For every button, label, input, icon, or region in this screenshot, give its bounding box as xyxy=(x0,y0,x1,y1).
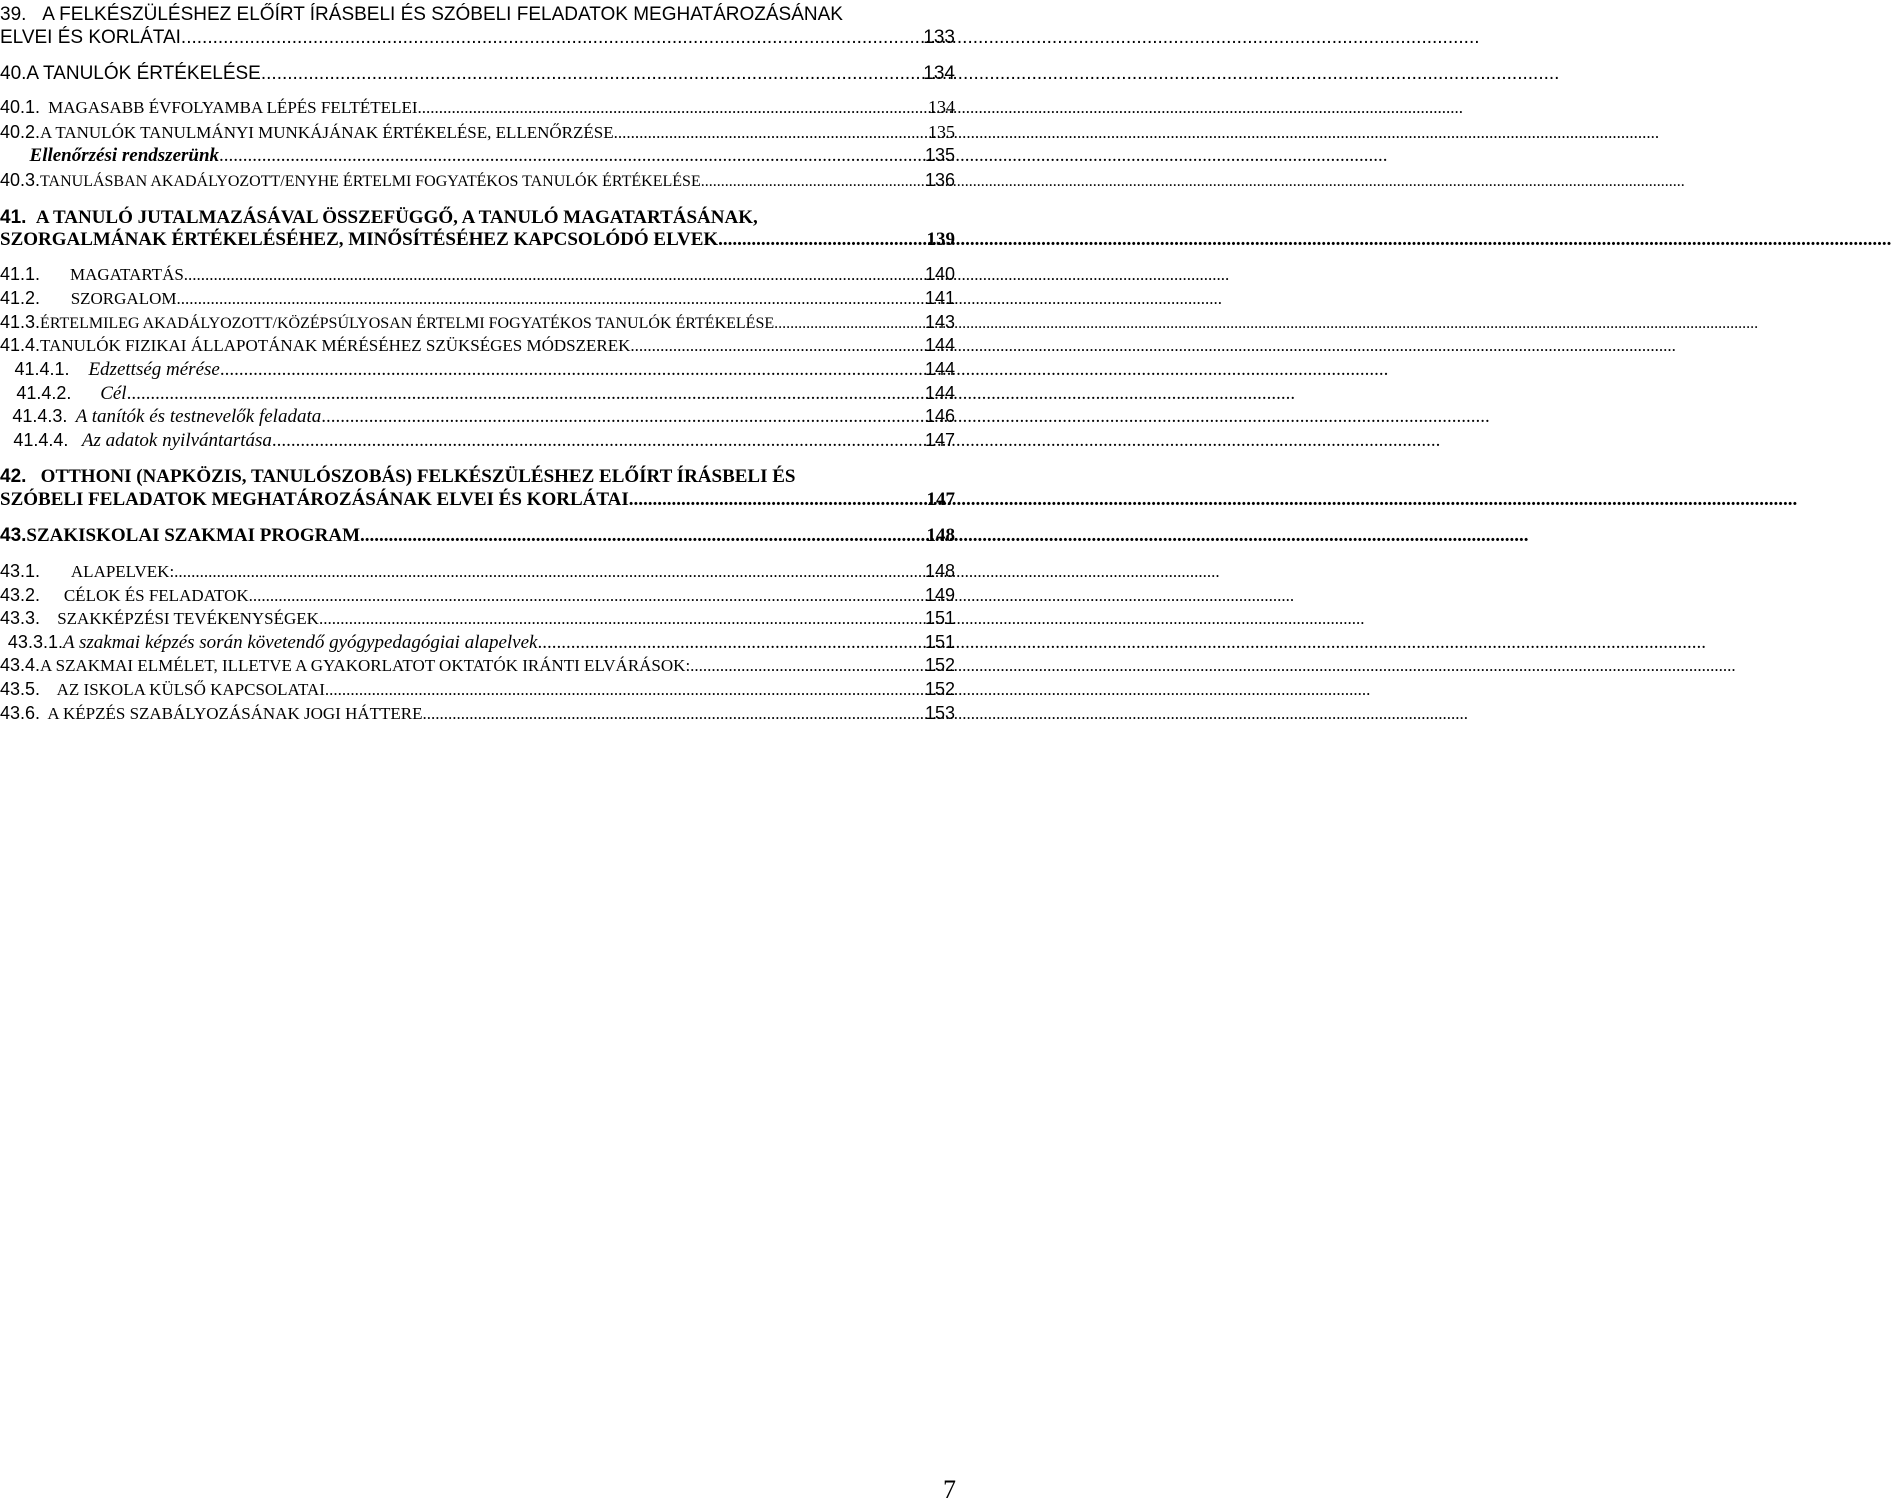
leader-dots xyxy=(319,609,923,629)
toc-entry-title: CÉLOK ÉS FELADATOK xyxy=(63,586,249,605)
toc-entry-43[interactable] xyxy=(0,525,955,547)
toc-entry-42-line1[interactable] xyxy=(0,466,796,488)
toc-page-number: 135 xyxy=(928,122,955,142)
leader-dots xyxy=(261,63,921,85)
leader-dots xyxy=(690,656,923,676)
leader-dots xyxy=(538,632,923,654)
toc-entry-num: 41.3. xyxy=(0,312,41,332)
toc-entry-num: 42. xyxy=(0,466,27,487)
leader-dots xyxy=(127,383,923,405)
leader-dots xyxy=(181,27,921,49)
toc-entry-num: 41.2. xyxy=(0,288,41,308)
toc-entry-title: A KÉPZÉS SZABÁLYOZÁSÁNAK JOGI HÁTTERE xyxy=(47,704,423,723)
toc-entry-39-line1[interactable] xyxy=(0,4,843,26)
toc-entry-title: SZAKISKOLAI SZAKMAI PROGRAM xyxy=(26,525,361,546)
toc-page-number: 133 xyxy=(923,27,955,48)
leader-dots xyxy=(701,173,923,191)
leader-dots xyxy=(418,98,927,118)
toc-entry-title: SZÓBELI FELADATOK MEGHATÁROZÁSÁNAK ELVEI ÉS KORLÁTAI xyxy=(0,489,629,510)
toc-entry-num: 40.2. xyxy=(0,122,41,142)
toc-entry-title: A tanítók és testnevelők feladata xyxy=(75,406,322,427)
toc-entry-title: SZAKKÉPZÉSI TEVÉKENYSÉGEK xyxy=(57,609,319,628)
toc-entry-41-4-3[interactable] xyxy=(0,406,955,428)
leader-dots xyxy=(723,229,925,251)
toc-entry-title: ALAPELVEK: xyxy=(70,562,175,581)
toc-entry-40[interactable] xyxy=(0,63,955,85)
toc-entry-39-line2[interactable] xyxy=(0,27,955,49)
toc-page-number: 147 xyxy=(924,430,955,450)
toc-entry-41-line2[interactable] xyxy=(0,229,955,251)
toc-page-number: 149 xyxy=(924,585,955,605)
toc-entry-43-2[interactable] xyxy=(0,585,955,606)
toc-entry-title: A TANULÓ JUTALMAZÁSÁVAL ÖSSZEFÜGGŐ, A TANULÓ MAGATARTÁSÁNAK, xyxy=(35,207,758,228)
toc-entry-num: 40.1. xyxy=(0,97,41,117)
page-number: 7 xyxy=(943,1475,956,1504)
toc-entry-title: A TANULÓK ÉRTÉKELÉSE xyxy=(26,63,261,84)
toc-page-number: 152 xyxy=(924,655,955,675)
toc-entry-title: AZ ISKOLA KÜLSŐ KAPCSOLATAI xyxy=(56,680,325,699)
leader-dots xyxy=(184,265,923,285)
toc-entry-num: 43.5. xyxy=(0,679,41,699)
toc-entry-num: 40.3. xyxy=(0,170,41,190)
toc-entry-num: 43. xyxy=(0,525,27,546)
toc-entry-title: Az adatok nyilvántartása xyxy=(81,430,272,451)
toc-entry-title: SZORGALMÁNAK ÉRTÉKELÉSÉHEZ, MINŐSÍTÉSÉHEZ KAPCSOLÓDÓ ELVEK. xyxy=(0,229,723,250)
toc-entry-title: OTTHONI (NAPKÖZIS, TANULÓSZOBÁS) FELKÉSZÜLÉSHEZ ELŐÍRT ÍRÁSBELI ÉS xyxy=(40,466,796,487)
toc-page-number: 144 xyxy=(924,359,955,379)
leader-dots xyxy=(220,359,923,381)
toc-entry-num: 43.3.1. xyxy=(7,632,63,652)
toc-page-number: 134 xyxy=(928,97,955,117)
leader-dots xyxy=(219,145,923,167)
toc-entry-41-4[interactable] xyxy=(0,335,955,356)
toc-entry-num: 41.1. xyxy=(0,264,41,284)
leader-dots xyxy=(630,336,923,356)
toc-entry-title: ELVEI ÉS KORLÁTAI xyxy=(0,27,181,48)
leader-dots xyxy=(176,289,922,309)
toc-entry-40-1[interactable] xyxy=(0,97,955,118)
toc-entry-41-3[interactable] xyxy=(0,312,955,333)
toc-page-number: 134 xyxy=(923,63,955,84)
leader-dots xyxy=(423,704,923,724)
toc-page-number: 136 xyxy=(924,170,955,190)
toc-entry-title: SZORGALOM xyxy=(70,289,177,308)
toc-entry-43-6[interactable] xyxy=(0,703,955,724)
toc-entry-num: 39. xyxy=(0,4,27,25)
toc-entry-num: 41.4.3. xyxy=(12,406,68,426)
toc-entry-41-4-2[interactable] xyxy=(0,383,955,405)
toc-page-number: 147 xyxy=(926,489,955,510)
toc-entry-num: 43.2. xyxy=(0,585,41,605)
toc-entry-41-line1[interactable] xyxy=(0,207,758,229)
leader-dots xyxy=(629,489,925,511)
toc-entry-title: ÉRTELMILEG AKADÁLYOZOTT/KÖZÉPSÚLYOSAN ÉRTELMI FOGYATÉKOS TANULÓK ÉRTÉKELÉSE xyxy=(40,315,775,332)
toc-page-number: 141 xyxy=(924,288,955,308)
toc-entry-num: 41.4.2. xyxy=(16,383,72,403)
toc-entry-num: 43.6. xyxy=(0,703,41,723)
toc-entry-title: A SZAKMAI ELMÉLET, ILLETVE A GYAKORLATOT OKTATÓK IRÁNTI ELVÁRÁSOK: xyxy=(40,656,691,675)
toc-entry-42-line2[interactable] xyxy=(0,489,955,511)
toc-entry-40-3[interactable] xyxy=(0,170,955,191)
toc-entry-43-4[interactable] xyxy=(0,655,955,676)
leader-dots xyxy=(360,525,924,547)
toc-page-number: 146 xyxy=(924,406,955,426)
toc-entry-41-4-1[interactable] xyxy=(0,359,955,381)
toc-entry-title: TANULÓK FIZIKAI ÁLLAPOTÁNAK MÉRÉSÉHEZ SZÜKSÉGES MÓDSZEREK xyxy=(40,336,631,355)
toc-page-number: 135 xyxy=(924,145,955,165)
toc-page-number: 151 xyxy=(924,608,955,628)
toc-entry-43-3[interactable] xyxy=(0,608,955,629)
toc-entry-41-1[interactable] xyxy=(0,264,955,285)
toc-entry-41-4-4[interactable] xyxy=(0,430,955,452)
leader-dots xyxy=(614,123,926,143)
toc-page-number: 143 xyxy=(924,312,955,332)
toc-entry-num: 40. xyxy=(0,63,27,84)
toc-entry-title: Ellenőrzési rendszerünk xyxy=(29,145,220,166)
toc-page-number: 152 xyxy=(924,679,955,699)
toc-entry-num: 41. xyxy=(0,207,27,228)
toc-entry-title: MAGASABB ÉVFOLYAMBA LÉPÉS FELTÉTELEI xyxy=(48,98,418,117)
toc-page-number: 144 xyxy=(924,383,955,403)
toc-page-number: 140 xyxy=(924,264,955,284)
toc-entry-num: 41.4.4. xyxy=(13,430,69,450)
toc-entry-title: A szakmai képzés során követendő gyógypedagógiai alapelvek xyxy=(62,632,538,653)
toc-entry-num: 43.4. xyxy=(0,655,41,675)
leader-dots xyxy=(272,430,923,452)
toc-page-number: 148 xyxy=(924,561,955,581)
toc-entry-title: A TANULÓK TANULMÁNYI MUNKÁJÁNAK ÉRTÉKELÉSE, ELLENŐRZÉSE xyxy=(40,123,614,142)
leader-dots xyxy=(774,315,923,333)
toc-page-number: 153 xyxy=(924,703,955,723)
toc-page-number: 139 xyxy=(926,229,955,250)
leader-dots xyxy=(174,562,923,582)
toc-entry-title: Cél xyxy=(100,383,127,404)
toc-page-number: 148 xyxy=(926,525,955,546)
toc-entry-title: MAGATARTÁS xyxy=(70,265,184,284)
toc-entry-ellenorzesi[interactable] xyxy=(0,145,955,167)
toc-page-number: 151 xyxy=(924,632,955,652)
toc-entry-num: 43.1. xyxy=(0,561,41,581)
toc-entry-num: 41.4. xyxy=(0,335,41,355)
toc-entry-43-3-1[interactable] xyxy=(0,632,955,654)
toc-entry-41-2[interactable] xyxy=(0,288,955,309)
toc-entry-title: A FELKÉSZÜLÉSHEZ ELŐÍRT ÍRÁSBELI ÉS SZÓBELI FELADATOK MEGHATÁROZÁSÁNAK xyxy=(42,4,843,25)
toc-entry-num: 41.4.1. xyxy=(14,359,70,379)
leader-dots xyxy=(249,586,923,606)
toc-entry-title: Edzettség mérése xyxy=(88,359,220,380)
toc-page-number: 144 xyxy=(924,335,955,355)
toc-entry-40-2[interactable] xyxy=(0,122,955,143)
leader-dots xyxy=(325,680,923,700)
toc-entry-43-5[interactable] xyxy=(0,679,955,700)
toc-entry-num: 43.3. xyxy=(0,608,41,628)
toc-entry-title: TANULÁSBAN AKADÁLYOZOTT/ENYHE ÉRTELMI FOGYATÉKOS TANULÓK ÉRTÉKELÉSE xyxy=(40,173,701,190)
leader-dots xyxy=(321,406,923,428)
toc-entry-43-1[interactable] xyxy=(0,561,955,582)
